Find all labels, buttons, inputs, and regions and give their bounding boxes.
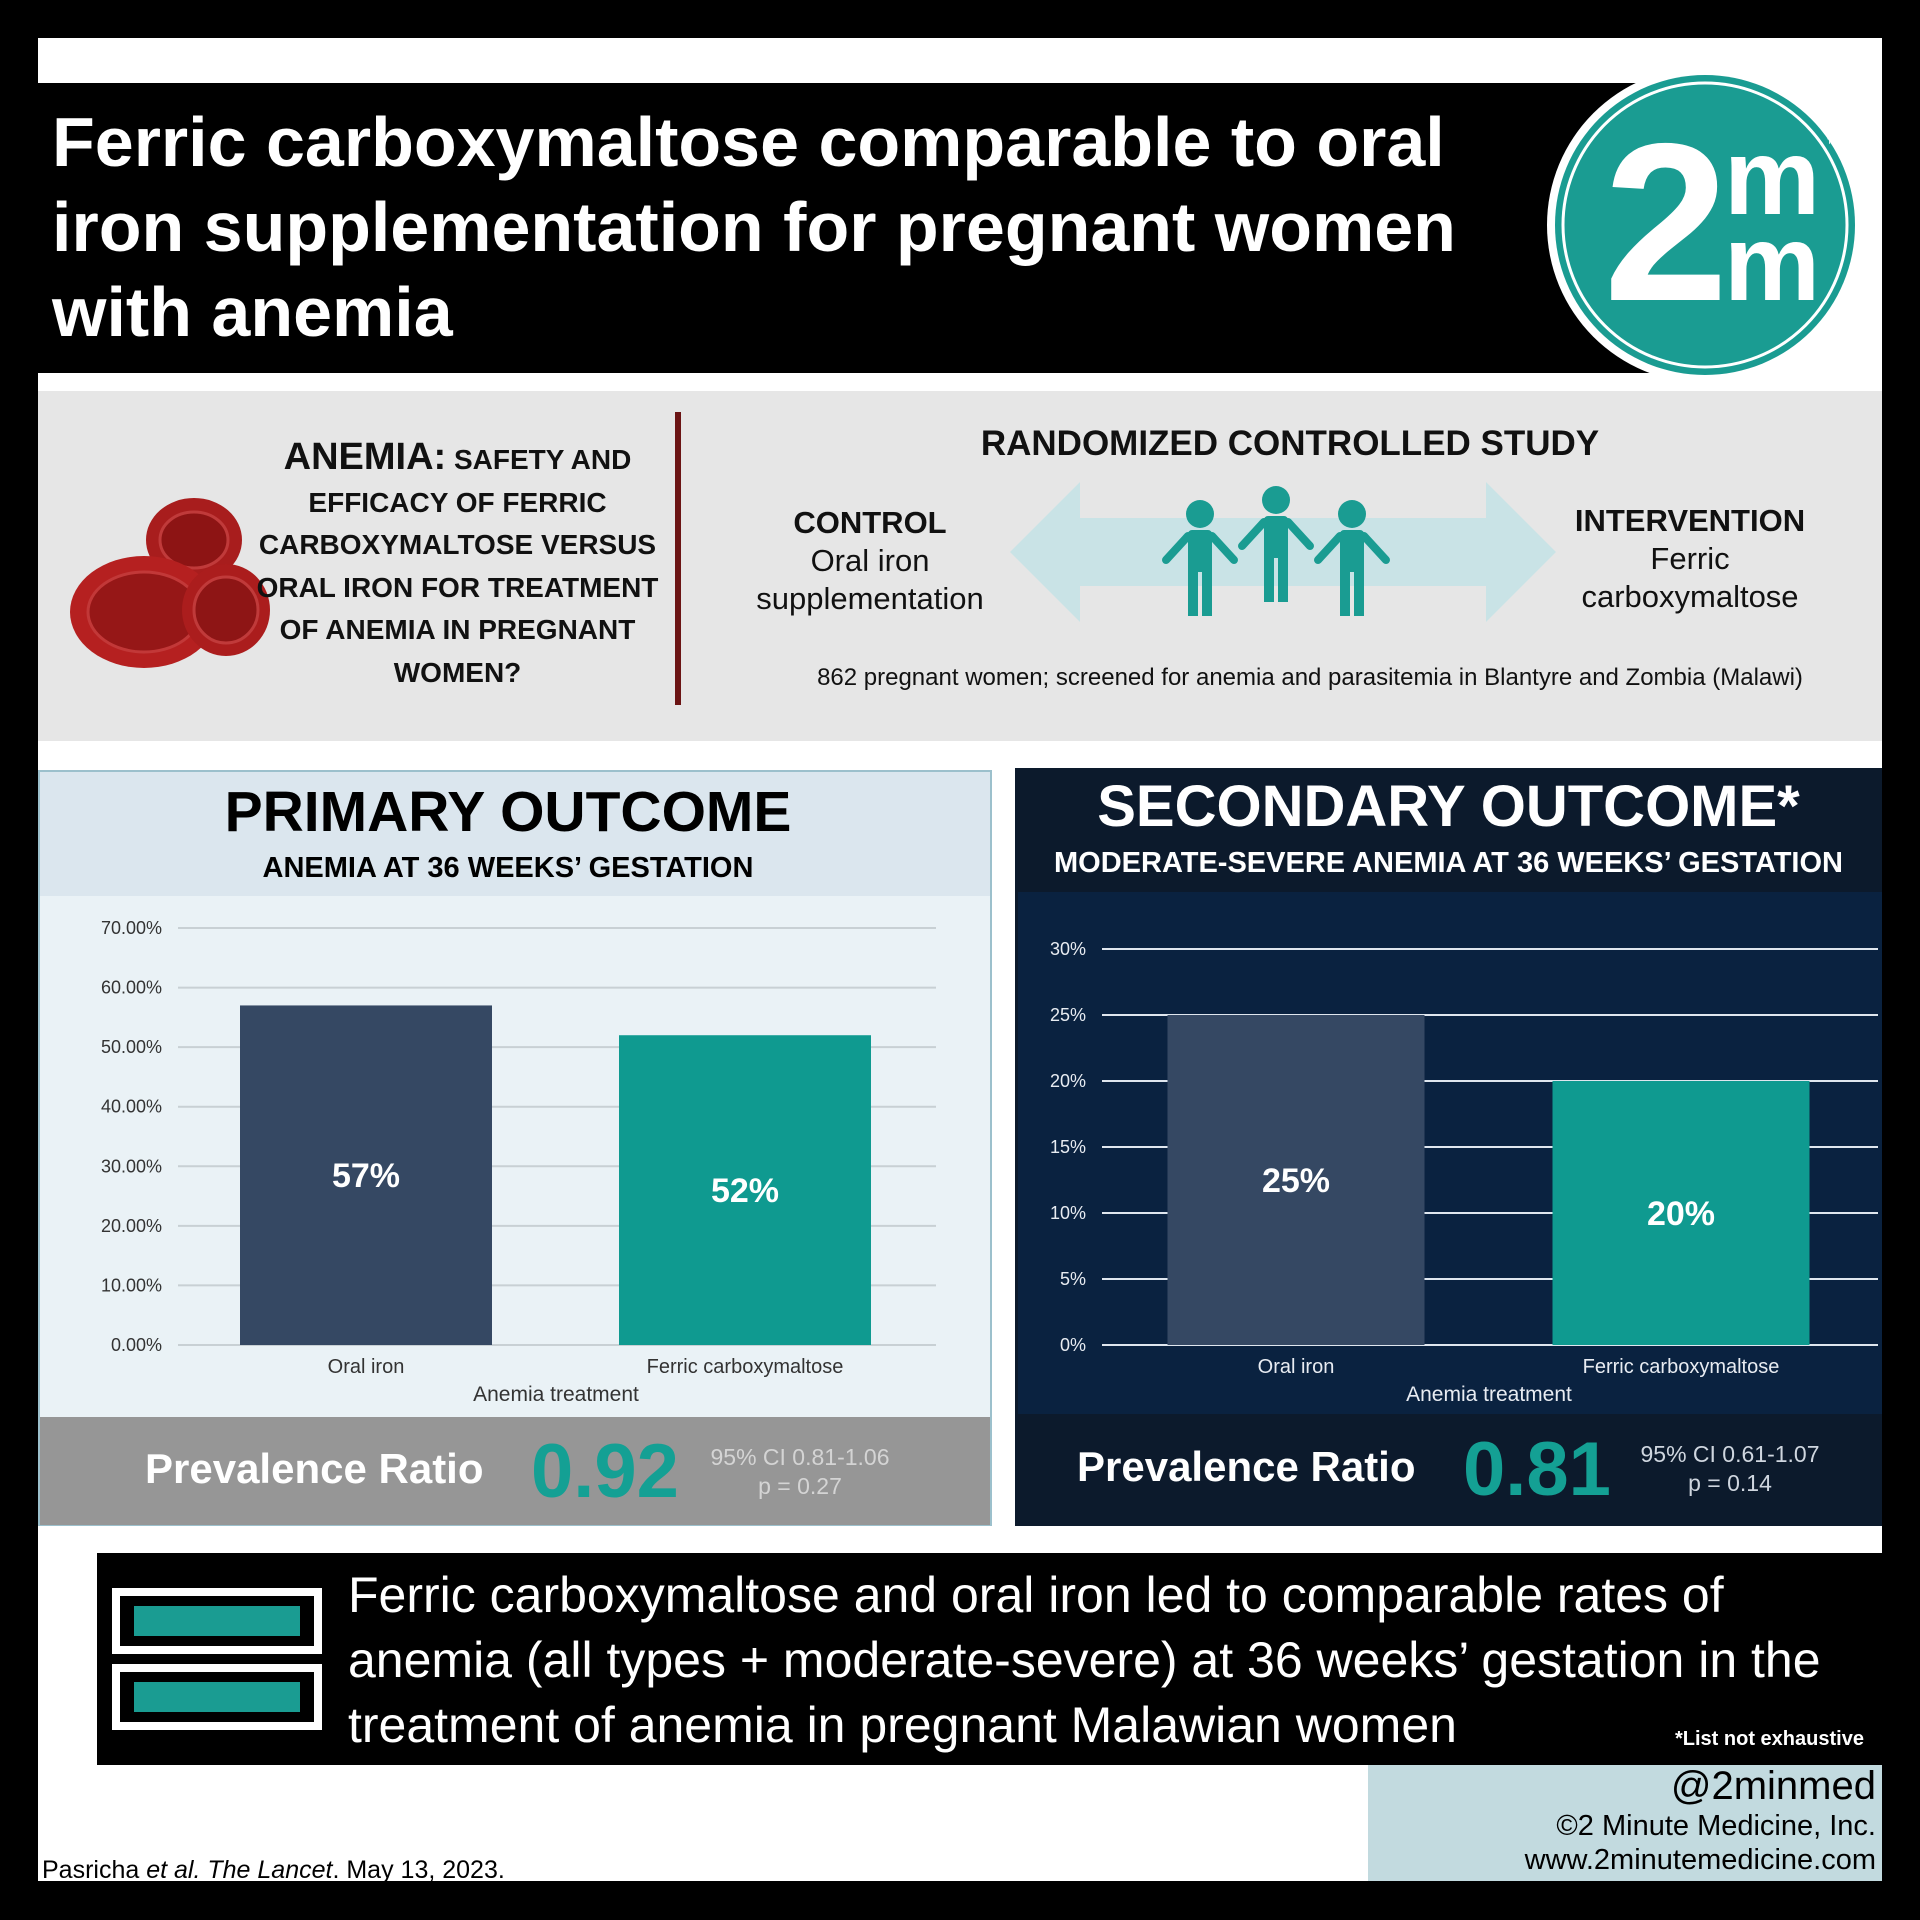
two-minute-medicine-logo (1544, 64, 1866, 386)
secondary-ci-range: 95% CI 0.61-1.07 (1640, 1441, 1820, 1467)
y-tick-label: 15% (1049, 1137, 1086, 1157)
research-question (255, 436, 660, 694)
page-title: Ferric carboxymaltose comparable to oral iron supplementation for pregnant women with anemia (52, 103, 1456, 351)
y-tick-label: 30.00% (100, 1156, 162, 1177)
secondary-ci (1620, 1440, 1840, 1498)
y-tick-label: 20% (1049, 1071, 1086, 1091)
primary-outcome-subtitle: ANEMIA AT 36 WEEKS’ GESTATION (262, 852, 754, 884)
y-tick-label: 70.00% (100, 918, 162, 938)
data-label: 57% (331, 1157, 401, 1196)
y-tick-label: 10% (1049, 1203, 1086, 1223)
logo-letter-top: m (1723, 116, 1821, 237)
y-tick-label: 0% (1059, 1335, 1086, 1355)
primary-pr-label: Prevalence Ratio (145, 1445, 484, 1492)
primary-outcome-chart (60, 900, 960, 1410)
citation-date: . May 13, 2023. (332, 1856, 505, 1884)
x-axis-label: Anemia treatment (1406, 1383, 1572, 1406)
citation-journal: The Lancet (207, 1856, 333, 1884)
control-label: CONTROL (793, 505, 947, 540)
footnote: *List not exhaustive (1675, 1728, 1864, 1750)
citation-authors: Pasricha (42, 1856, 140, 1884)
sample-description: 862 pregnant women; screened for anemia and parasitemia in Blantyre and Zombia (Malawi) (817, 664, 1803, 691)
secondary-outcome-chart (1020, 910, 1880, 1410)
participants-icon (1158, 484, 1394, 620)
equals-icon (112, 1588, 322, 1730)
question-lead: ANEMIA: (283, 436, 447, 478)
data-label: 25% (1261, 1162, 1331, 1200)
section-divider (675, 412, 681, 705)
study-design-title: RANDOMIZED CONTROLLED STUDY (980, 424, 1600, 463)
secondary-p-value: p = 0.14 (1688, 1470, 1772, 1496)
primary-ci (690, 1443, 910, 1501)
y-tick-label: 5% (1059, 1269, 1086, 1289)
x-tick-label: Oral iron (1257, 1356, 1335, 1378)
control-text: Oral iron supplementation (756, 543, 984, 616)
primary-outcome-title: PRIMARY OUTCOME (224, 780, 792, 844)
y-tick-label: 30% (1049, 939, 1086, 959)
logo-letter-bottom: m (1723, 202, 1821, 323)
y-tick-label: 10.00% (100, 1275, 162, 1296)
social-handle: @2minmed (1670, 1764, 1876, 1808)
intervention-arm (1540, 502, 1840, 616)
copyright: ©2 Minute Medicine, Inc. (1556, 1810, 1876, 1842)
intervention-label: INTERVENTION (1574, 503, 1806, 538)
control-arm (720, 504, 1020, 618)
citation-etal: et al. (146, 1856, 201, 1884)
secondary-outcome-title: SECONDARY OUTCOME* (1097, 774, 1800, 839)
primary-p-value: p = 0.27 (758, 1473, 842, 1499)
logo-trademark: ™ (1826, 135, 1840, 151)
data-label: 52% (710, 1172, 780, 1211)
citation (42, 1856, 505, 1885)
y-tick-label: 50.00% (100, 1037, 162, 1058)
red-blood-cells-icon (64, 494, 270, 670)
x-tick-label: Ferric carboxymaltose (646, 1356, 844, 1378)
x-tick-label: Oral iron (327, 1356, 405, 1378)
y-tick-label: 40.00% (100, 1096, 162, 1117)
conclusion-text: Ferric carboxymaltose and oral iron led to comparable rates of anemia (all types + moderate-severe) at 36 weeks’ gestation in the treatment of anemia in pregnant Malawian women (348, 1567, 1821, 1753)
y-tick-label: 20.00% (100, 1215, 162, 1236)
data-label: 20% (1646, 1195, 1716, 1233)
x-axis-label: Anemia treatment (473, 1383, 639, 1406)
primary-ci-range: 95% CI 0.81-1.06 (710, 1444, 890, 1470)
x-tick-label: Ferric carboxymaltose (1582, 1356, 1780, 1378)
secondary-pr-label: Prevalence Ratio (1077, 1443, 1416, 1490)
intervention-text: Ferric carboxymaltose (1581, 541, 1799, 614)
secondary-outcome-subtitle: MODERATE-SEVERE ANEMIA AT 36 WEEKS’ GESTATION (1054, 847, 1843, 879)
y-tick-label: 60.00% (100, 977, 162, 998)
y-tick-label: 0.00% (110, 1335, 162, 1355)
logo-numeral: 2 (1603, 96, 1729, 348)
question-text: SAFETY AND EFFICACY OF FERRIC CARBOXYMALTOSE VERSUS ORAL IRON FOR TREATMENT OF ANEMIA IN PREGNANT WOMEN? (256, 444, 659, 688)
secondary-pr-value: 0.81 (1463, 1427, 1611, 1512)
website-link[interactable]: www.2minutemedicine.com (1524, 1844, 1876, 1876)
primary-pr-value: 0.92 (531, 1429, 679, 1514)
y-tick-label: 25% (1049, 1005, 1086, 1025)
